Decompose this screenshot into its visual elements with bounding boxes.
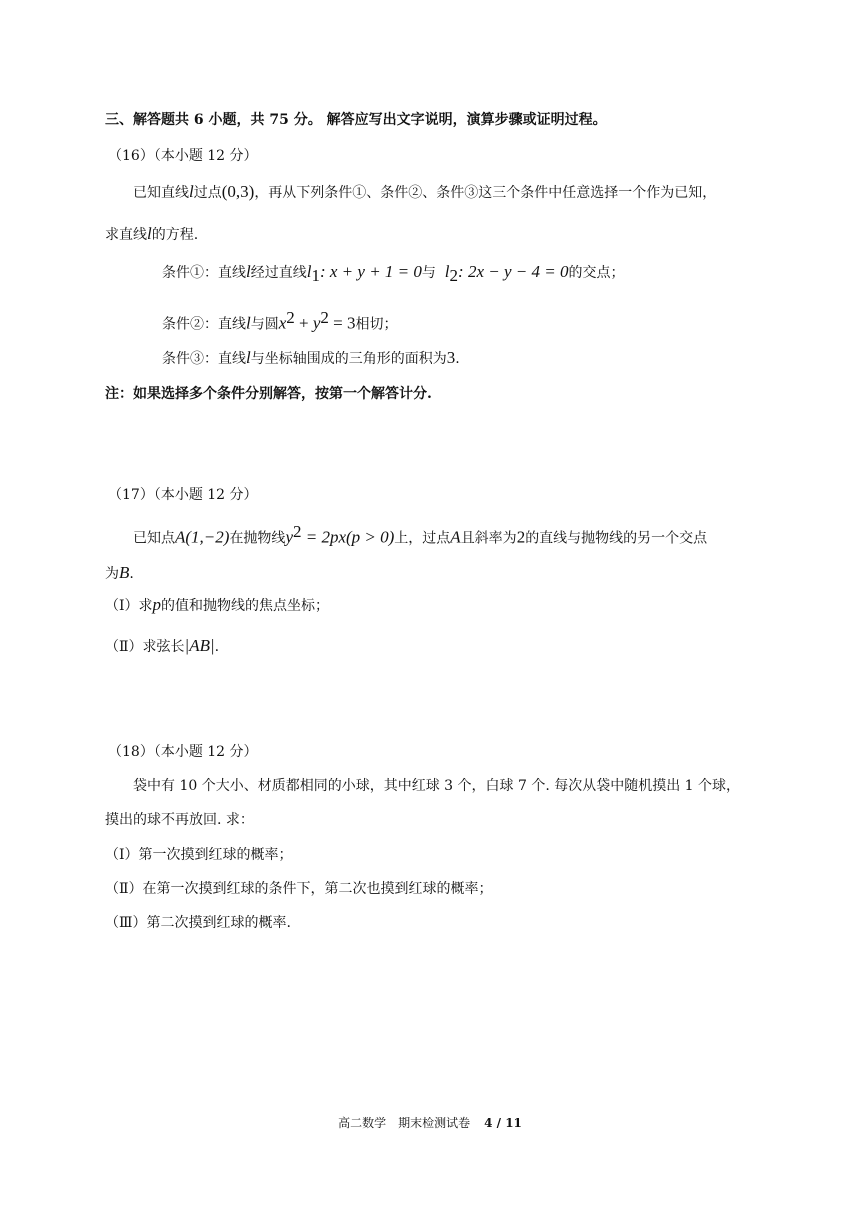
q17-part2-end: . [214,639,220,655]
cond2-var-l: l [246,313,251,333]
q16-point: (0,3) [221,182,255,201]
q16-intro-line1 [133,182,716,203]
q17-var-p: p [152,595,162,614]
section-heading: 三、解答题共 6 小题，共 75 分。 解答应写出文字说明，演算步骤或证明过程。 [105,112,607,128]
q16-intro-line2 [105,224,198,245]
page-number: 4 / 11 [484,1116,522,1130]
cond1-b: 经过直线 [250,265,307,281]
q17-header: （17）（本小题 12 分） [108,487,258,503]
cond1-l1-sub: 1 [311,265,320,285]
q17-var-b: B [119,563,130,582]
cond1-l1: l [306,262,312,281]
cond1-l2: l [444,262,450,281]
q17-slope: 2 [516,527,526,547]
q16-intro-c: ，再从下列条件①、条件②、条件③这三个条件中任意选择一个作为已知， [254,185,717,201]
q18-part3: （Ⅲ）第二次摸到红球的概率. [105,915,291,931]
q16-intro-b: 过点 [193,185,222,201]
cond3-a: 条件③：直线 [162,351,246,367]
q17-part2 [105,636,219,657]
q17-line1-b: 在抛物线 [229,530,286,547]
q17-parab-y: y [285,527,293,547]
q17-line1: 已知点A(1,−2)在抛物线$y^2 = 2px(p > 0)$上，过点A且斜率为2的直线与抛物线的另一个交点 [133,522,708,547]
cond1-eq1: : x + y + 1 = 0 [319,262,422,281]
cond2-x: x [278,313,287,333]
q16-intro2-b: 的方程. [151,227,199,243]
cond2-a: 条件②：直线 [162,316,246,333]
cond2-y: y [312,313,321,333]
q18-line1: 袋中有 10 个大小、材质都相同的小球，其中红球 3 个，白球 7 个. 每次从袋中随机摸出 1 个球， [133,778,741,794]
q16-condition-3 [162,348,460,369]
cond1-mid: 与 [421,265,436,281]
q16-condition-1 [162,262,624,286]
page-footer [0,1114,860,1131]
q17-chord: |AB| [184,636,215,655]
cond1-var-l: l [246,262,251,281]
q16-intro-a: 已知直线 [133,185,189,201]
cond3-b: 与坐标轴围成的三角形的面积为 [250,351,447,367]
footer-text: 高二数学 期末检测试卷 [338,1116,471,1130]
cond2-b: 与圆 [250,316,279,333]
cond3-end: . [455,351,460,367]
cond2-end: 相切； [355,316,398,333]
note: 注：如果选择多个条件分别解答，按第一个解答计分. [105,386,432,402]
q17-line2-end: . [129,566,134,582]
q17-line1-e: 的直线与抛物线的另一个交点 [525,530,708,547]
q17-line2-a: 为 [105,566,119,582]
cond1-end: 的交点； [568,265,625,281]
q16-var-l: l [189,182,194,201]
q17-part2-a: （Ⅱ）求弦长 [105,639,185,655]
q18-part1: （Ⅰ）第一次摸到红球的概率； [105,847,293,863]
q17-part1-b: 的值和抛物线的焦点坐标； [161,598,330,614]
cond2-eq: = 3 [328,313,356,333]
q16-header: （16）（本小题 12 分） [108,148,258,164]
cond1-a: 条件①：直线 [162,265,246,281]
cond3-val: 3 [446,348,456,367]
q18-line2: 摸出的球不再放回. 求： [105,812,254,828]
cond3-var-l: l [246,348,251,367]
q17-line1-d: 且斜率为 [460,530,517,547]
q16-condition-2: 条件②：直线l与圆$x^2 + y^2 = 3$相切； [162,308,398,333]
q18-header: （18）（本小题 12 分） [108,744,258,760]
q18-part2: （Ⅱ）在第一次摸到红球的条件下，第二次也摸到红球的概率； [105,881,493,897]
q17-line2 [105,563,134,584]
q17-line1-c: 上，过点 [394,530,451,547]
cond2-plus: + [294,313,313,333]
q17-line1-a: 已知点 [133,530,175,547]
q17-part1-a: （Ⅰ）求 [105,598,153,614]
q17-part1 [105,595,329,616]
q17-point-a: A(1,−2) [175,527,230,547]
q17-var-a: A [450,527,461,547]
q16-var-l-2: l [147,224,152,243]
cond1-eq2: : 2x − y − 4 = 0 [458,262,569,281]
q16-intro2: 求直线 [105,227,147,243]
q17-parab-rest: = 2px(p > 0) [301,527,395,547]
cond1-l2-sub: 2 [449,265,459,285]
